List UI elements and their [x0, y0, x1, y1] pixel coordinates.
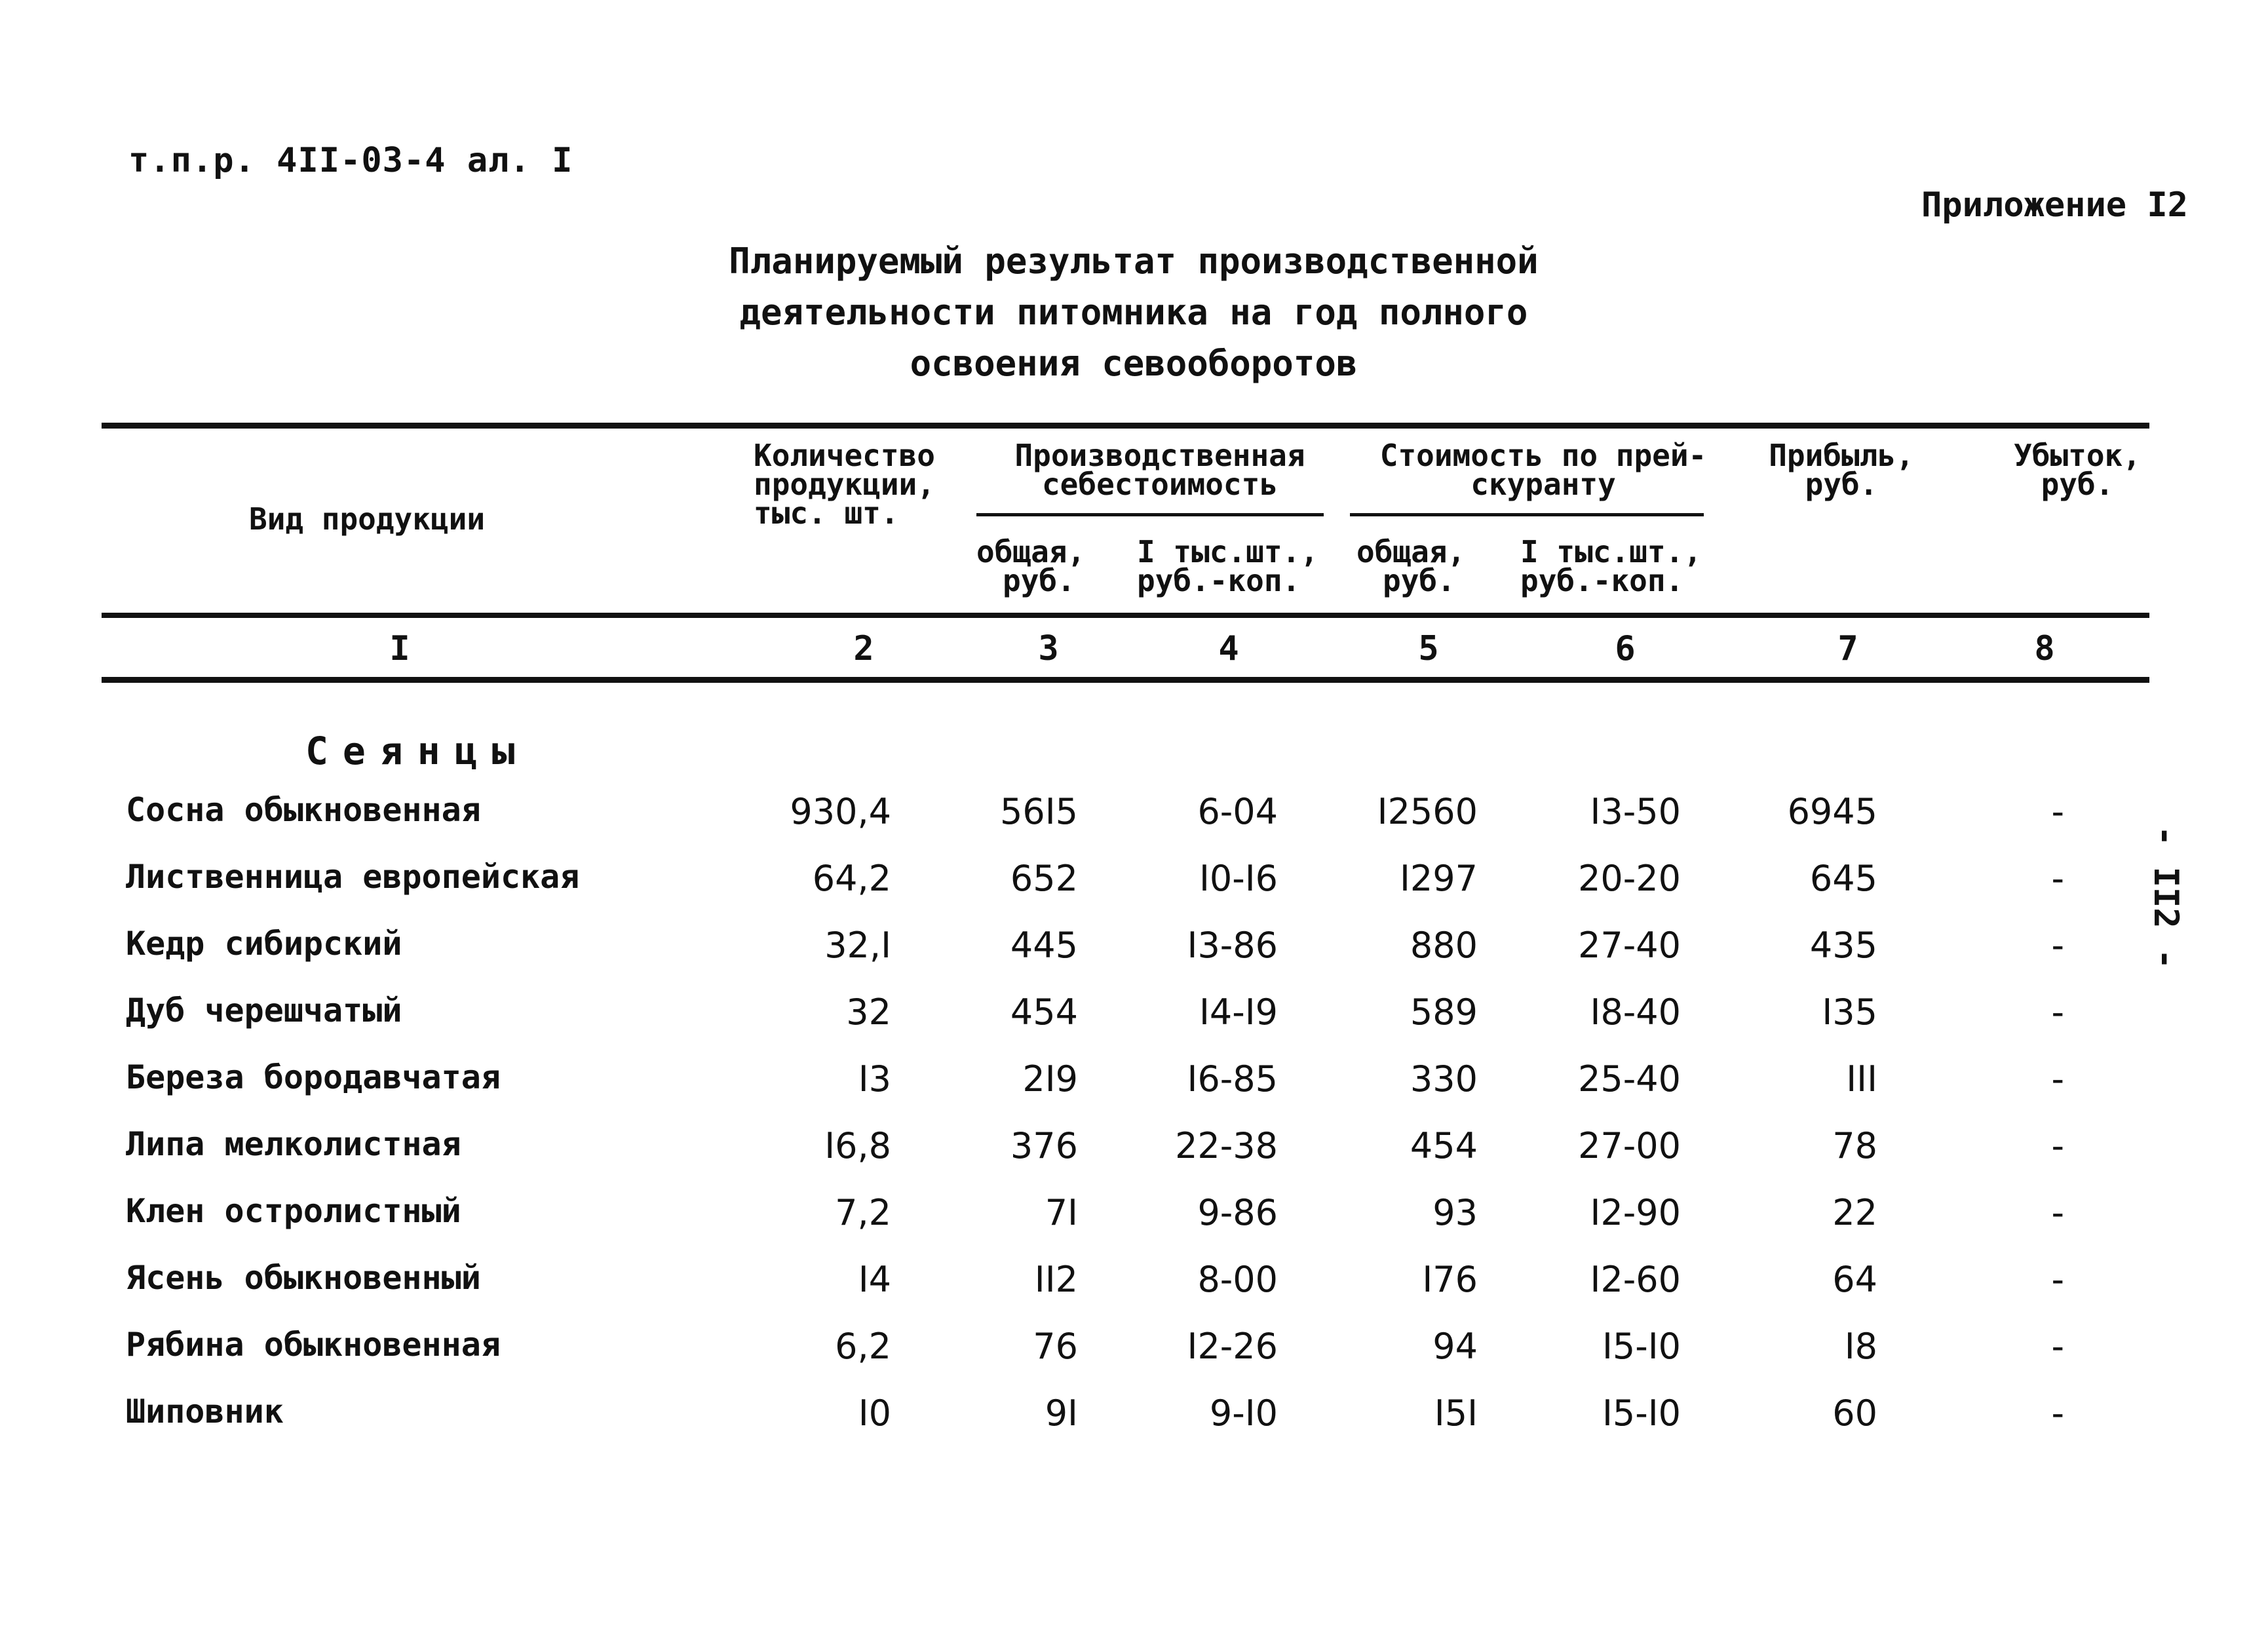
appendix-label: Приложение I2: [1921, 185, 2188, 225]
header-bottom-rule: [102, 613, 2149, 618]
cell-name: Шиповник: [126, 1393, 284, 1431]
cell-price-total: I2560: [1377, 791, 1478, 832]
cell-loss: -: [2051, 991, 2064, 1033]
cell-cost-total: II2: [1034, 1259, 1078, 1300]
cell-cost-total: 7I: [1045, 1192, 1078, 1233]
cell-cost-unit: 8-00: [1197, 1259, 1278, 1300]
cell-cost-unit: I3-86: [1187, 925, 1278, 966]
cell-loss: -: [2051, 1259, 2064, 1300]
cell-profit: 60: [1832, 1393, 1877, 1434]
cell-cost-total: 376: [1010, 1125, 1078, 1166]
cell-cost-total: 652: [1010, 858, 1078, 899]
cell-qty: 930,4: [790, 791, 891, 832]
cell-qty: I3: [858, 1058, 891, 1100]
cell-cost-total: 9I: [1045, 1393, 1078, 1434]
cell-price-total: 589: [1410, 991, 1478, 1033]
header-cost-line: Производственная: [1014, 438, 1305, 473]
header-loss: [1979, 438, 2176, 502]
cell-price-total: 454: [1410, 1125, 1478, 1166]
header-price-list-cost: [1353, 438, 1733, 502]
price-group-rule: [1350, 513, 1704, 516]
cell-cost-unit: 9-86: [1197, 1192, 1278, 1233]
cell-qty: 7,2: [835, 1192, 891, 1233]
cell-profit: 435: [1809, 925, 1877, 966]
cell-cost-total: 56I5: [1000, 791, 1078, 832]
cell-loss: -: [2051, 1326, 2064, 1367]
cell-name: Клен остролистный: [126, 1192, 461, 1230]
cell-cost-unit: I4-I9: [1199, 991, 1278, 1033]
cell-price-total: 94: [1432, 1326, 1478, 1367]
cell-price-unit: I3-50: [1590, 791, 1681, 832]
cell-price-unit: 25-40: [1578, 1058, 1681, 1100]
header-quantity-line: продукции,: [754, 467, 935, 502]
cell-profit: 6945: [1787, 791, 1877, 832]
column-number-rule: [102, 677, 2149, 683]
header-cost-unit: [1137, 534, 1318, 598]
cell-qty: I4: [858, 1259, 891, 1300]
cell-price-total: I5I: [1434, 1393, 1478, 1434]
cost-group-rule: [976, 513, 1324, 516]
cell-price-unit: I8-40: [1590, 991, 1681, 1033]
header-price-total-line: руб.: [1383, 563, 1455, 598]
header-price-total: [1356, 534, 1466, 598]
section-title: Сеянцы: [305, 729, 529, 773]
cell-profit: I8: [1844, 1326, 1877, 1367]
column-number: 5: [1418, 629, 1439, 668]
cell-loss: -: [2051, 1192, 2064, 1233]
header-loss-line: Убыток,: [2014, 438, 2141, 473]
cell-cost-total: 454: [1010, 991, 1078, 1033]
cell-name: Сосна обыкновенная: [126, 791, 481, 829]
header-price-unit: [1520, 534, 1702, 598]
title-line-2: деятельности питомника на год полного: [739, 292, 1528, 333]
column-number: 2: [853, 629, 874, 668]
cell-price-unit: 27-00: [1578, 1125, 1681, 1166]
cell-profit: III: [1846, 1058, 1877, 1100]
cell-profit: 78: [1832, 1125, 1877, 1166]
cell-price-total: 880: [1410, 925, 1478, 966]
header-price-total-line: общая,: [1356, 534, 1466, 569]
column-number: 4: [1218, 629, 1239, 668]
header-quantity: [754, 438, 935, 531]
header-cost-total: [976, 534, 1086, 598]
cell-price-unit: I5-I0: [1602, 1393, 1681, 1434]
column-number: 7: [1837, 629, 1858, 668]
cell-qty: 64,2: [812, 858, 891, 899]
cell-cost-unit: I2-26: [1187, 1326, 1278, 1367]
cell-profit: 64: [1832, 1259, 1877, 1300]
header-price-line: Стоимость по прей-: [1379, 438, 1707, 473]
title-line-1: Планируемый результат производственной: [729, 240, 1539, 282]
header-profit-line: Прибыль,: [1769, 438, 1914, 473]
cell-cost-total: 76: [1033, 1326, 1078, 1367]
cell-name: Рябина обыкновенная: [126, 1326, 501, 1364]
document-title: [682, 236, 1586, 389]
cell-loss: -: [2051, 791, 2064, 832]
cell-price-total: 330: [1410, 1058, 1478, 1100]
cell-cost-total: 445: [1010, 925, 1078, 966]
cell-profit: 645: [1809, 858, 1877, 899]
cell-loss: -: [2051, 925, 2064, 966]
header-production-cost: [993, 438, 1327, 502]
cell-qty: 6,2: [835, 1326, 891, 1367]
cell-qty: 32,I: [824, 925, 891, 966]
cell-name: Липа мелколистная: [126, 1125, 461, 1163]
cell-qty: I0: [858, 1393, 891, 1434]
cell-price-unit: 27-40: [1578, 925, 1681, 966]
column-number: I: [389, 629, 410, 668]
title-line-3: освоения севооборотов: [910, 343, 1358, 384]
header-profit-line: руб.: [1805, 467, 1878, 502]
cell-cost-total: 2I9: [1022, 1058, 1078, 1100]
column-number: 6: [1615, 629, 1636, 668]
cell-qty: I6,8: [824, 1125, 891, 1166]
cell-name: Ясень обыкновенный: [126, 1259, 481, 1297]
cell-price-total: I76: [1422, 1259, 1478, 1300]
header-price-line: скуранту: [1470, 467, 1616, 502]
header-cost-unit-line: I тыс.шт.,: [1137, 534, 1318, 569]
cell-loss: -: [2051, 1058, 2064, 1100]
cell-loss: -: [2051, 858, 2064, 899]
cell-price-unit: 20-20: [1578, 858, 1681, 899]
header-price-unit-line: руб.-коп.: [1520, 563, 1684, 598]
cell-name: Лиственница европейская: [126, 858, 580, 896]
cell-qty: 32: [846, 991, 891, 1033]
cell-name: Кедр сибирский: [126, 925, 402, 963]
header-product-type: Вид продукции: [249, 501, 486, 537]
cell-name: Береза бородавчатая: [126, 1058, 501, 1096]
header-loss-line: руб.: [2041, 467, 2114, 502]
cell-price-unit: I2-60: [1590, 1259, 1681, 1300]
header-cost-total-line: общая,: [976, 534, 1086, 569]
header-cost-total-line: руб.: [1003, 563, 1075, 598]
header-price-unit-line: I тыс.шт.,: [1520, 534, 1702, 569]
cell-cost-unit: I6-85: [1187, 1058, 1278, 1100]
cell-cost-unit: 6-04: [1197, 791, 1278, 832]
cell-price-total: 93: [1432, 1192, 1478, 1233]
table-top-rule: [102, 423, 2149, 429]
header-cost-line: себестоимость: [1041, 467, 1278, 502]
document-reference: т.п.р. 4II-03-4 ал. I: [128, 141, 573, 180]
column-number: 8: [2034, 629, 2055, 668]
cell-name: Дуб черешчатый: [126, 991, 402, 1029]
cell-loss: -: [2051, 1125, 2064, 1166]
cell-profit: 22: [1832, 1192, 1877, 1233]
cell-price-unit: I2-90: [1590, 1192, 1681, 1233]
header-cost-unit-line: руб.-коп.: [1137, 563, 1301, 598]
cell-price-total: I297: [1400, 858, 1478, 899]
cell-cost-unit: 9-I0: [1209, 1393, 1278, 1434]
cell-profit: I35: [1822, 991, 1877, 1033]
cell-price-unit: I5-I0: [1602, 1326, 1681, 1367]
cell-loss: -: [2051, 1393, 2064, 1434]
header-quantity-line: Количество: [754, 438, 935, 473]
page-number: - II2 -: [2146, 826, 2185, 970]
column-number: 3: [1038, 629, 1059, 668]
header-profit: [1756, 438, 1927, 502]
cell-cost-unit: 22-38: [1175, 1125, 1278, 1166]
cell-cost-unit: I0-I6: [1199, 858, 1278, 899]
header-quantity-line: тыс. шт.: [754, 495, 899, 531]
